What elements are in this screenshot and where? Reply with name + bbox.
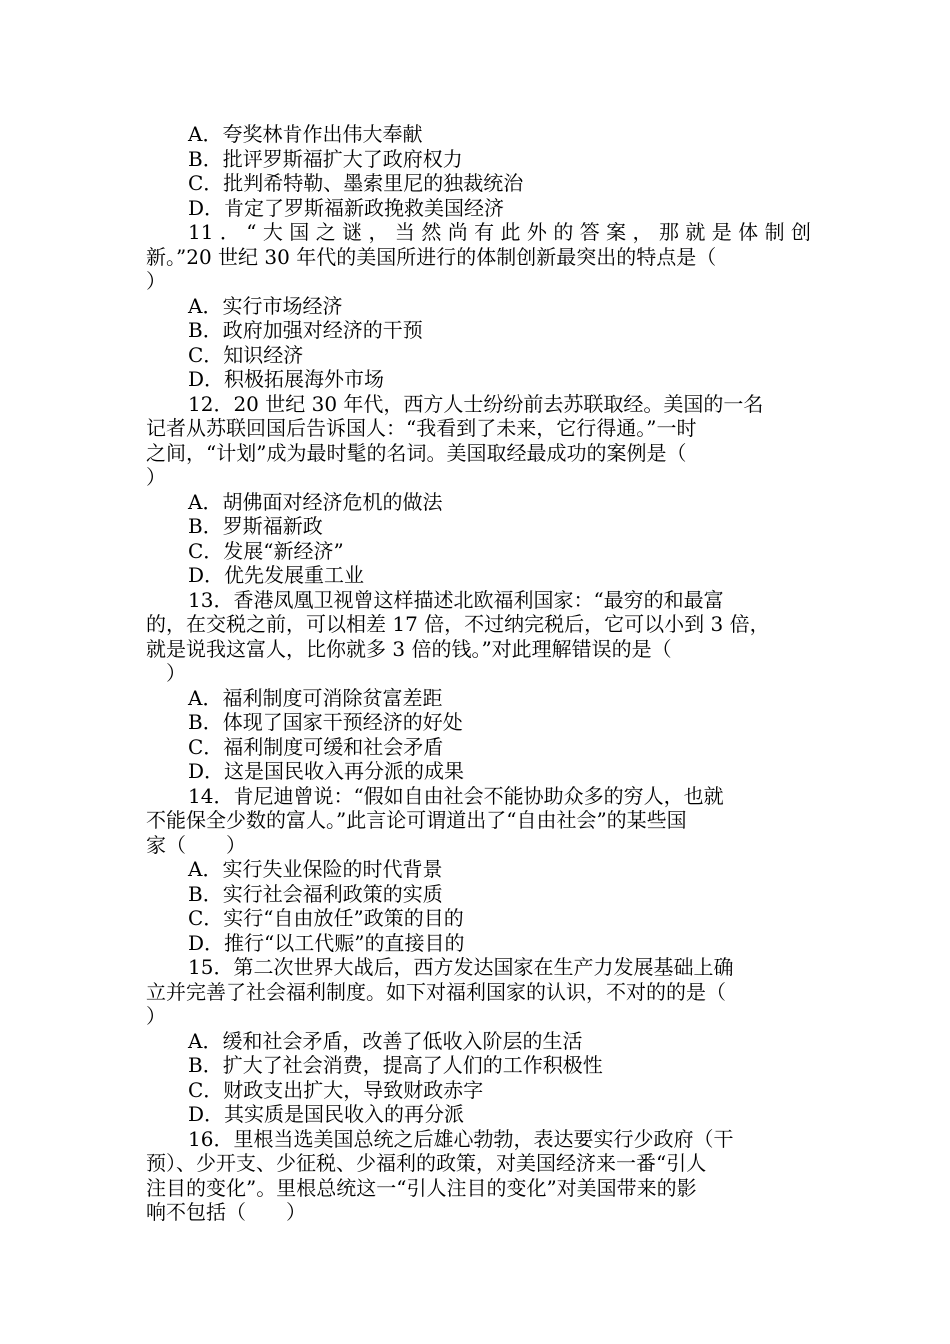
q13-option-c: C．福利制度可缓和社会矛盾 [188,734,444,759]
q11-option-c: C．知识经济 [188,342,304,367]
q13-option-a: A．福利制度可消除贫富差距 [188,685,443,710]
q13-stem-line: 就是说我这富人，比你就多 3 倍的钱。”对此理解错误的是（ [146,636,672,661]
q15-option-c: C．财政支出扩大，导致财政赤字 [188,1077,484,1102]
q12-option-d: D．优先发展重工业 [188,563,365,587]
question-list [146,122,811,1225]
q16-stem-line: 响不包括（ ） [146,1200,306,1224]
q13-option-d: D．这是国民收入再分派的成果 [188,759,465,783]
q11-option-a: A．实行市场经济 [188,293,343,318]
q12-stem-line: ） [146,465,166,489]
q14-option-c: C．实行“自由放任”政策的目的 [188,906,464,930]
q16-stem-line: 16．里根当选美国总统之后雄心勃勃，表达要实行少政府（干 [188,1126,734,1151]
q11-stem-line: 11．“大国之谜，当然尚有此外的答案，那就是体制创 [188,220,811,244]
q10-option-a: A．夸奖林肯作出伟大奉献 [188,122,423,146]
q10-option-b: B．批评罗斯福扩大了政府权力 [188,146,463,171]
q14-stem-line: 不能保全少数的富人。”此言论可谓道出了“自由社会”的某些国 [146,808,687,832]
q16-stem-line: 预）、少开支、少征税、少福利的政策，对美国经济来一番“引人 [146,1151,707,1175]
q15-stem-line: 15．第二次世界大战后，西方发达国家在生产力发展基础上确 [188,955,734,979]
q15-stem-line: 立并完善了社会福利制度。如下对福利国家的认识，不对的的是（ [146,979,726,1004]
q10-option-c: C．批判希特勒、墨索里尼的独裁统治 [188,171,524,195]
q11-stem-line: 新。”20 世纪 30 年代的美国所进行的体制创新最突出的特点是（ [146,244,717,269]
q14-option-a: A．实行失业保险的时代背景 [188,857,443,881]
q12-option-a: A．胡佛面对经济危机的做法 [188,489,443,514]
q11-option-b: B．政府加强对经济的干预 [188,318,423,342]
q12-stem-line: 记者从苏联回国后告诉国人：“我看到了未来，它行得通。”一时 [146,416,697,440]
q15-option-b: B．扩大了社会消费，提高了人们的工作积极性 [188,1053,603,1077]
q14-stem-line: 家（ ） [146,832,246,857]
q14-option-b: B．实行社会福利政策的实质 [188,881,443,906]
q12-stem-line: 之间，“计划”成为最时髦的名词。美国取经最成功的案例是（ [146,440,687,465]
q12-option-c: C．发展“新经济” [188,538,344,563]
q13-stem-line: ） [146,661,186,685]
q11-stem-line: ） [146,269,166,293]
q16-stem-line: 注目的变化”。里根总统这一“引人注目的变化”对美国带来的影 [146,1175,697,1200]
q14-stem-line: 14．肯尼迪曾说：“假如自由社会不能协助众多的穷人，也就 [188,783,724,808]
q13-option-b: B．体现了国家干预经济的好处 [188,710,463,734]
q13-stem-line: 的，在交税之前，可以相差 17 倍，不过纳完税后，它可以小到 3 倍， [146,612,770,636]
q15-stem-line: ） [146,1004,166,1028]
q15-option-d: D．其实质是国民收入的再分派 [188,1102,465,1126]
q12-stem-line: 12．20 世纪 30 年代，西方人士纷纷前去苏联取经。美国的一名 [188,391,764,416]
q12-option-b: B．罗斯福新政 [188,514,323,538]
q11-option-d: D．积极拓展海外市场 [188,367,385,391]
q15-option-a: A．缓和社会矛盾，改善了低收入阶层的生活 [188,1028,583,1053]
q10-option-d: D．肯定了罗斯福新政挽救美国经济 [188,195,505,220]
q13-stem-line: 13．香港凤凰卫视曾这样描述北欧福利国家：“最穷的和最富 [188,587,724,612]
q14-option-d: D．推行“以工代赈”的直接目的 [188,930,465,955]
